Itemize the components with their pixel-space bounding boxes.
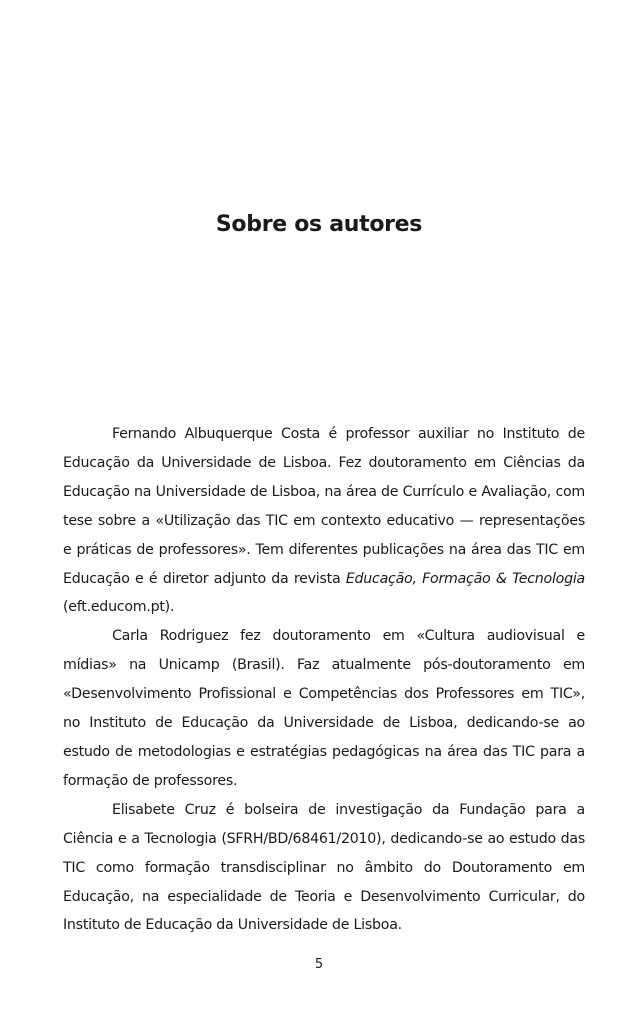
page-title: Sobre os autores (215, 212, 423, 237)
bio-paragraph-costa (63, 420, 585, 622)
author-bios (63, 420, 585, 940)
page-number: 5 (314, 957, 324, 972)
bio-text: Carla Rodriguez fez doutoramento em «Cultura audiovisual e mídias» na Unicamp (Brasil). Faz atualmente pós-doutoramento em «Desenvolvimento Profissional e Competências dos Professores em TIC», no Instituto de Educação da Universidade de Lisboa, dedicando-se ao estudo de metodologias e estratégias pedagógicas na área das TIC para a formação de professores. (63, 628, 585, 789)
bio-text: Fernando Albuquerque Costa é professor auxiliar no Instituto de Educação da Universidade de Lisboa. Fez doutoramento em Ciências da Educação na Universidade de Lisboa, na área de Currículo e Avaliação, com tese sobre a «Utilização das TIC em contexto educativo — representações e práticas de professores». Tem diferentes publicações na área das TIC em Educação e é diretor adjunto da revista (63, 426, 585, 587)
journal-title: Educação, Formação & Tecnologia (345, 570, 585, 587)
bio-paragraph-rodriguez (63, 622, 585, 795)
bio-text-end: (eft.educom.pt). (63, 599, 175, 616)
bio-paragraph-cruz (63, 796, 585, 941)
bio-text: Elisabete Cruz é bolseira de investigação da Fundação para a Ciência e a Tecnologia (SFRH/BD/68461/2010), dedicando-se ao estudo das TIC como formação transdisciplinar no âmbito do Doutoramento em Educação, na especialidade de Teoria e Desenvolvimento Curricular, do Instituto de Educação da Universidade de Lisboa. (63, 801, 585, 934)
